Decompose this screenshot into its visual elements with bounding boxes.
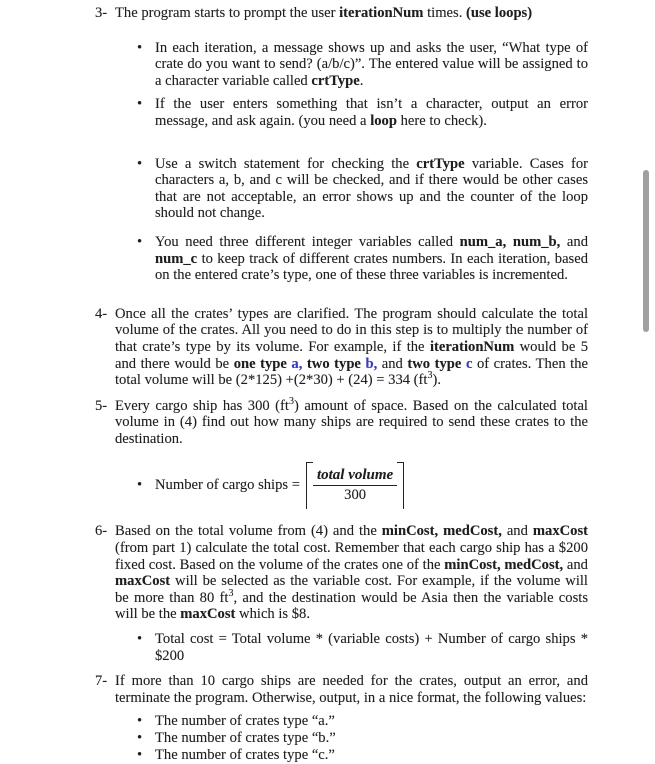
bullet-item bbox=[115, 40, 588, 90]
bullet-text: The number of crates type “a.” bbox=[155, 713, 335, 730]
bullet-text: Use a switch statement for checking the crtType variable. Cases for characters a, b, and c will be checked, and if there would be other cases that are not acceptable, an error shows up and the counter of the loop should not change. bbox=[155, 155, 588, 222]
item-4-body bbox=[115, 306, 588, 389]
bullet-text: Total cost = Total volume * (variable costs) + Number of cargo ships * $200 bbox=[155, 631, 588, 664]
item-7-body bbox=[115, 673, 588, 764]
item-6-number: 6- bbox=[95, 523, 108, 540]
list-item-5 bbox=[95, 395, 588, 512]
item-4-text: Once all the crates’ types are clarified. The program should calculate the total volume of the crates. All you need to do in this step is to multiply the number of that crate’s type by its volume. For example, if the iterationNum would be 5 and there would be one type a, two type b, and two type c of crates. Then the total volume will be (2*125) +(2*30) + (24) = 334 $(ft^3)$. bbox=[115, 305, 588, 389]
item-3-body bbox=[115, 5, 588, 284]
ceiling-right-bracket-icon bbox=[397, 462, 404, 509]
item-7-number: 7- bbox=[95, 673, 108, 690]
list-item-3 bbox=[95, 5, 588, 284]
item-7-text: If more than 10 cargo ships are needed for the crates, output an error, and terminate the program. Otherwise, output, in a nice format, the following values: bbox=[115, 673, 588, 706]
item-5-body bbox=[115, 395, 588, 512]
list-item-7 bbox=[95, 673, 588, 764]
bullet-dot bbox=[137, 477, 155, 494]
formula-label: Number of cargo ships = bbox=[155, 477, 300, 494]
item-5-text: Every cargo ship has 300 $(ft^3)$ amount of space. Based on the calculated total volume in (4) find out how many ships are required to send these crates to the destination. bbox=[115, 395, 588, 447]
bullet-item bbox=[115, 631, 588, 664]
bullet-dot bbox=[137, 713, 155, 730]
item-4-number: 4- bbox=[95, 305, 108, 322]
bullet-item bbox=[115, 730, 588, 747]
item-6-body bbox=[115, 523, 588, 664]
list-item-6 bbox=[95, 523, 588, 664]
bullet-item bbox=[115, 747, 588, 764]
bullet-item bbox=[115, 96, 588, 129]
bullet-dot bbox=[137, 730, 155, 747]
item-3-text: The program starts to prompt the user iterationNum times. (use loops) bbox=[115, 5, 533, 21]
fraction-denominator: 300 bbox=[344, 487, 367, 504]
bullet-item bbox=[115, 156, 588, 222]
bullet-item bbox=[115, 713, 588, 730]
item-6-text: Based on the total volume from (4) and the minCost, medCost, and maxCost (from part 1) calculate the total cost. Remember that each cargo ship has a $200 fixed cost. Based on the volume of the crates one of the minCost, medCost, and maxCost will be selected as the variable cost. For example, if the volume will be more than 80 $ft^3$, and the destination would be Asia then the variable costs will be the maxCost which is $8. bbox=[115, 523, 588, 623]
scrollbar-thumb[interactable] bbox=[643, 170, 649, 332]
bullet-dot bbox=[137, 96, 155, 129]
bullet-dot bbox=[137, 631, 155, 664]
item-3-number: 3- bbox=[95, 5, 108, 21]
bullet-text: The number of crates type “b.” bbox=[155, 730, 336, 747]
bullet-dot bbox=[137, 234, 155, 284]
cargo-ships-formula bbox=[155, 462, 404, 509]
formula-bullet-item bbox=[115, 459, 588, 511]
bullet-item bbox=[115, 234, 588, 284]
list-item-4 bbox=[95, 306, 588, 389]
bullet-dot bbox=[137, 156, 155, 222]
bullet-text: In each iteration, a message shows up and asks the user, “What type of crate do you want to send? (a/b/c)”. The entered value will be assigned to a character variable called crtType. bbox=[155, 39, 588, 89]
bullet-text: You need three different integer variables called num_a, num_b, and num_c to keep track of different crates numbers. In each iteration, based on the entered crate’s type, one of these three variables is incremented. bbox=[155, 233, 588, 284]
item-5-number: 5- bbox=[95, 397, 108, 414]
fraction bbox=[313, 467, 397, 504]
bullet-text: If the user enters something that isn’t a character, output an error message, and ask again. (you need a loop here to check). bbox=[155, 96, 588, 129]
ceiling-left-bracket-icon bbox=[306, 462, 313, 509]
bullet-dot bbox=[137, 40, 155, 90]
bullet-text: The number of crates type “c.” bbox=[155, 747, 335, 764]
bullet-dot bbox=[137, 747, 155, 764]
fraction-numerator: total volume bbox=[313, 467, 397, 487]
